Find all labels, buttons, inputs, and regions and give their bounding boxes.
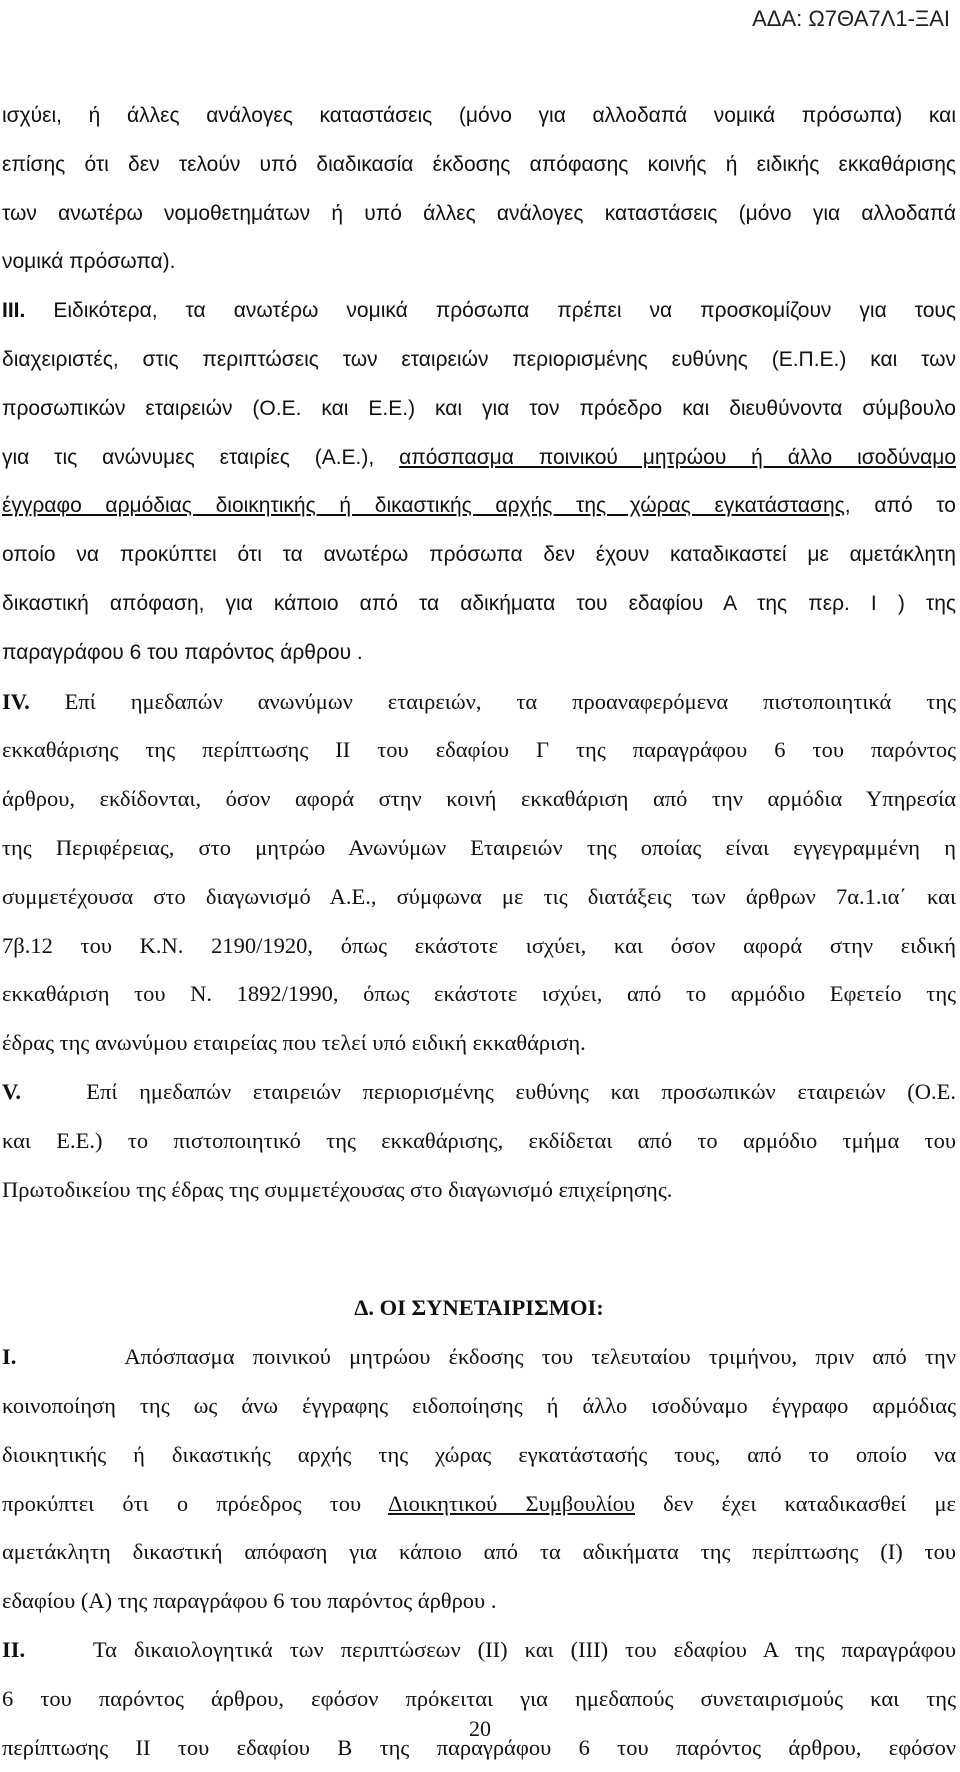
text-line: εκκαθάρισης της περίπτωσης ΙΙ του εδαφίου Γ της παραγράφου 6 του παρόντος [2,726,956,775]
text-line: 7β.12 του Κ.Ν. 2190/1920, όπως εκάστοτε ισχύει, και όσον αφορά στην ειδική [2,922,956,971]
text-line: νομικά πρόσωπα). [2,238,956,287]
text-line: εκκαθάριση του Ν. 1892/1990, όπως εκάστοτε ισχύει, από το αρμόδιο Εφετείο της [2,970,956,1019]
text-line: άρθρου, εκδίδονται, όσον αφορά στην κοινή εκκαθάριση από την αρμόδια Υπηρεσία [2,775,956,824]
section-heading: Δ. ΟΙ ΣΥΝΕΤΑΙΡΙΣΜΟΙ: [2,1284,956,1333]
text-line: της Περιφέρειας, στο μητρώο Ανωνύμων Εταιρειών της οποίας είναι εγγεγραμμένη η [2,824,956,873]
text-line: κοινοποίηση της ως άνω έγγραφης ειδοποίησης ή άλλο ισοδύναμο έγγραφο αρμόδιας [2,1382,956,1431]
item-number: ΙΙ. [2,1637,25,1662]
underlined-text: απόσπασμα ποινικού μητρώου ή άλλο ισοδύναμο [399,446,956,469]
text-line: οποίο να προκύπτει ότι τα ανωτέρω πρόσωπα δεν έχουν καταδικαστεί με αμετάκλητη [2,531,956,580]
underlined-text: Διοικητικού Συμβουλίου [388,1491,635,1516]
paragraph-iii-line: ΙΙΙ. Ειδικότερα, τα ανωτέρω νομικά πρόσωπα πρέπει να προσκομίζουν για τους [2,287,956,336]
document-id-header: ΑΔΑ: Ω7ΘΑ7Λ1-ΞΑΙ [752,6,950,32]
text-line: συμμετέχουσα στο διαγωνισμό Α.Ε., σύμφωνα με τις διατάξεις των άρθρων 7α.1.ια΄ και [2,873,956,922]
item-number: ΙΙΙ. [2,299,25,322]
text-line: περίπτωσης ΙΙ του εδαφίου Β της παραγράφου 6 του παρόντος άρθρου, εφόσον [2,1724,956,1772]
text-line: προκύπτει ότι ο πρόεδρος του Διοικητικού Συμβουλίου δεν έχει καταδικασθεί με [2,1480,956,1529]
paragraph-i-line: Ι. Απόσπασμα ποινικού μητρώου έκδοσης του τελευταίου τριμήνου, πριν από την [2,1333,956,1382]
text-line: αμετάκλητη δικαστική απόφαση για κάποιο από τα αδικήματα της περίπτωσης (Ι) του [2,1528,956,1577]
text-line: των ανωτέρω νομοθετημάτων ή υπό άλλες ανάλογες καταστάσεις (μόνο για αλλοδαπά [2,190,956,239]
underlined-text: έγγραφο αρμόδιας διοικητικής ή δικαστικής αρχής της χώρας εγκατάστασης [2,494,845,517]
text-line: προσωπικών εταιρειών (Ο.Ε. και Ε.Ε.) και για τον πρόεδρο και διευθύνοντα σύμβουλο [2,385,956,434]
item-number: V. [2,1079,21,1104]
text-line: επίσης ότι δεν τελούν υπό διαδικασία έκδοσης απόφασης κοινής ή ειδικής εκκαθάρισης [2,141,956,190]
text-line: έδρας της ανωνύμου εταιρείας που τελεί υπό ειδική εκκαθάριση. [2,1019,956,1068]
text-line: δικαστική απόφαση, για κάποιο από τα αδικήματα του εδαφίου Α της περ. Ι ) της [2,580,956,629]
text-line: εδαφίου (Α) της παραγράφου 6 του παρόντος άρθρου . [2,1577,956,1626]
item-number: Ι. [2,1344,16,1369]
text-line: διοικητικής ή δικαστικής αρχής της χώρας εγκατάστασής τους, από το οποίο να [2,1431,956,1480]
item-number: IV. [2,689,30,714]
text-line: και Ε.Ε.) το πιστοποιητικό της εκκαθάρισης, εκδίδεται από το αρμόδιο τμήμα του [2,1117,956,1166]
text-line: 6 του παρόντος άρθρου, εφόσον πρόκειται για ημεδαπούς συνεταιρισμούς και της [2,1675,956,1724]
paragraph-ii-line: ΙΙ. Τα δικαιολογητικά των περιπτώσεων (ΙΙ) και (ΙΙΙ) του εδαφίου Α της παραγράφου [2,1626,956,1675]
text-line: για τις ανώνυμες εταιρίες (Α.Ε.), απόσπασμα ποινικού μητρώου ή άλλο ισοδύναμο [2,434,956,483]
text-line: διαχειριστές, στις περιπτώσεις των εταιρειών περιορισμένης ευθύνης (Ε.Π.Ε.) και των [2,336,956,385]
document-body [2,92,956,1772]
text-line: παραγράφου 6 του παρόντος άρθρου . [2,629,956,678]
paragraph-v-line: V. Επί ημεδαπών εταιρειών περιορισμένης ευθύνης και προσωπικών εταιρειών (Ο.Ε. [2,1068,956,1117]
page-number: 20 [0,1716,960,1742]
text-line: Πρωτοδικείου της έδρας της συμμετέχουσας στο διαγωνισμό επιχείρησης. [2,1166,956,1215]
text-line: έγγραφο αρμόδιας διοικητικής ή δικαστικής αρχής της χώρας εγκατάστασης, από το [2,482,956,531]
spacer [2,1214,956,1284]
paragraph-iv-line: IV. Επί ημεδαπών ανωνύμων εταιρειών, τα προαναφερόμενα πιστοποιητικά της [2,678,956,727]
text-line: ισχύει, ή άλλες ανάλογες καταστάσεις (μόνο για αλλοδαπά νομικά πρόσωπα) και [2,92,956,141]
